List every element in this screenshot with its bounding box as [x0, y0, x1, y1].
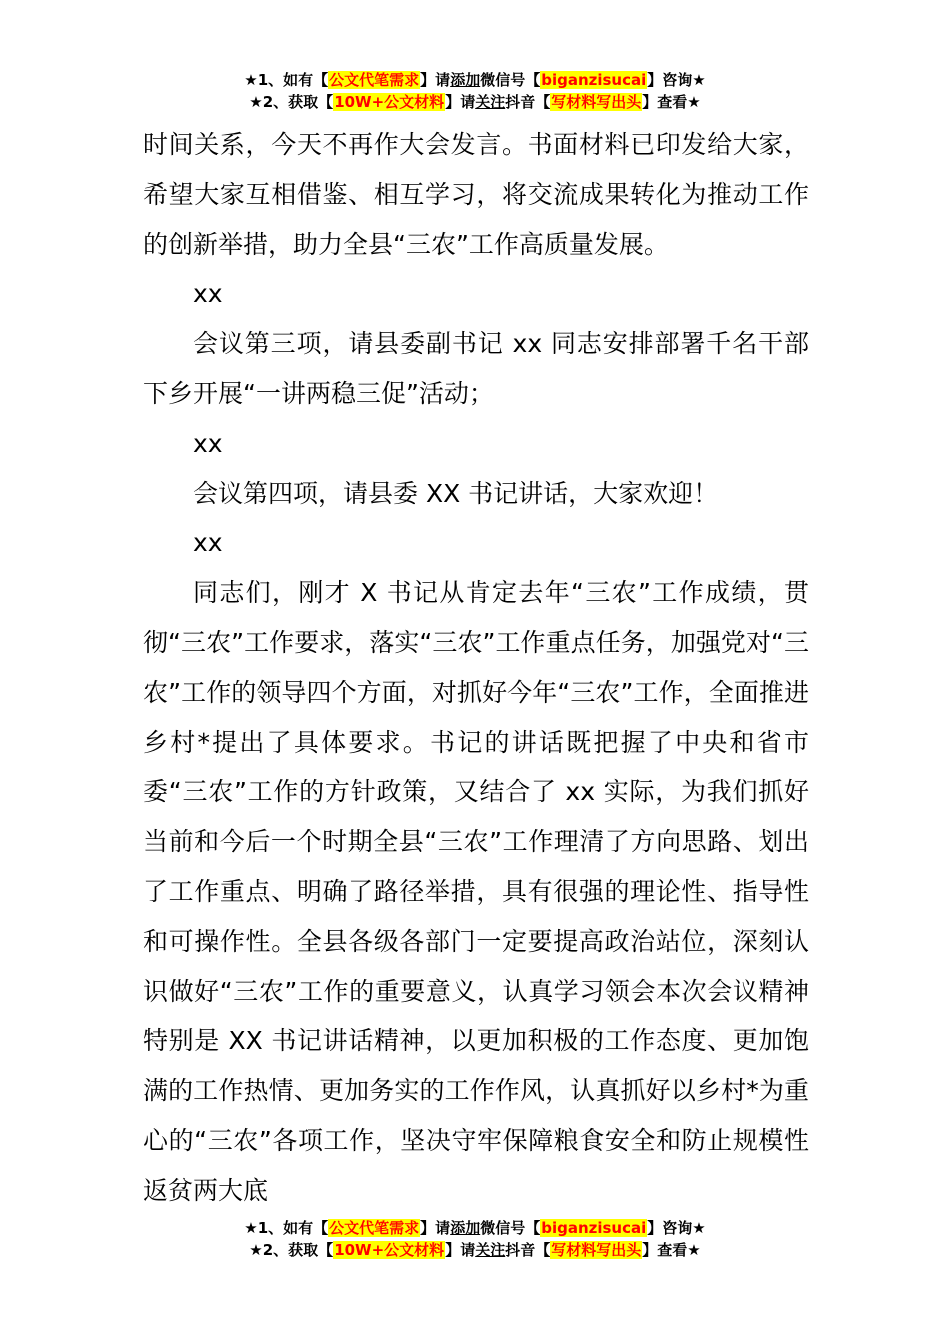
- paragraph-agenda-item-3: 会议第三项，请县委副书记 xx 同志安排部署千名干部下乡开展“一讲两稳三促”活动；: [143, 329, 809, 408]
- header-l1-text: 】请: [420, 71, 451, 89]
- footer-l1-prefix: ★1、如有【: [244, 1219, 329, 1237]
- header-l2-highlight-account: 写材料写出头: [551, 93, 642, 111]
- header-l1-highlight-service: 公文代笔需求: [329, 71, 420, 89]
- header-l2-suffix: 】查看★: [642, 93, 701, 111]
- header-l2-highlight-materials: 10W+公文材料: [334, 93, 445, 111]
- footer-l2-prefix: ★2、获取【: [249, 1241, 334, 1259]
- footer-l1-highlight-service: 公文代笔需求: [329, 1219, 420, 1237]
- header-l1-text-2: 微信号【: [480, 71, 541, 89]
- footer-banner: [0, 1217, 950, 1261]
- paragraph-continued: 时间关系，今天不再作大会发言。书面材料已印发给大家，希望大家互相借鉴、相互学习，将交流成果转化为推动工作的创新举措，助力全县“三农”工作高质量发展。: [143, 130, 809, 259]
- header-l2-text-2: 抖音【: [505, 93, 551, 111]
- footer-l2-underlined: 关注: [475, 1241, 506, 1259]
- header-banner: [0, 69, 950, 113]
- footer-banner-line-2: [0, 1239, 950, 1261]
- paragraph-speaker-3: xx: [193, 528, 223, 558]
- header-banner-line-2: [0, 91, 950, 113]
- paragraph-speaker-2: xx: [193, 428, 223, 458]
- header-banner-line-1: [0, 69, 950, 91]
- footer-l2-highlight-materials: 10W+公文材料: [334, 1241, 445, 1259]
- header-l2-text: 】请: [445, 93, 476, 111]
- paragraph-closing-speech: 同志们，刚才 X 书记从肯定去年“三农”工作成绩，贯彻“三农”工作要求，落实“三农”工作重点任务，加强党对“三农”工作的领导四个方面，对抓好今年“三农”工作，全面推进乡村*提出了具体要求。书记的讲话既把握了中央和省市委“三农”工作的方针政策，又结合了 xx 实际，为我们抓好当前和今后一个时期全县“三农”工作理清了方向思路、划出了工作重点、明确了路径举措，具有很强的理论性、指导性和可操作性。全县各级各部门一定要提高政治站位，深刻认识做好“三农”工作的重要意义，认真学习领会本次会议精神特别是 XX 书记讲话精神，以更加积极的工作态度、更加饱满的工作热情、更加务实的工作作风，认真抓好以乡村*为重心的“三农”各项工作，坚决守牢保障粮食安全和防止规模性返贫两大底: [143, 578, 809, 1205]
- footer-l1-text-2: 微信号【: [480, 1219, 541, 1237]
- paragraph-agenda-item-4: 会议第四项，请县委 XX 书记讲话，大家欢迎！: [193, 478, 719, 508]
- footer-l2-text-2: 抖音【: [505, 1241, 551, 1259]
- header-l1-highlight-wechat-id: biganzisucai: [541, 71, 647, 89]
- footer-l2-text: 】请: [445, 1241, 476, 1259]
- footer-l2-suffix: 】查看★: [642, 1241, 701, 1259]
- footer-l1-text: 】请: [420, 1219, 451, 1237]
- footer-l1-suffix: 】咨询★: [647, 1219, 706, 1237]
- header-l2-underlined: 关注: [475, 93, 506, 111]
- header-l1-suffix: 】咨询★: [647, 71, 706, 89]
- footer-l1-highlight-wechat-id: biganzisucai: [541, 1219, 647, 1237]
- footer-banner-line-1: [0, 1217, 950, 1239]
- header-l2-prefix: ★2、获取【: [249, 93, 334, 111]
- footer-l2-highlight-account: 写材料写出头: [551, 1241, 642, 1259]
- header-l1-prefix: ★1、如有【: [244, 71, 329, 89]
- document-body: [143, 120, 809, 1216]
- footer-l1-underlined: 添加: [450, 1219, 481, 1237]
- paragraph-speaker-1: xx: [193, 279, 223, 309]
- header-l1-underlined: 添加: [450, 71, 481, 89]
